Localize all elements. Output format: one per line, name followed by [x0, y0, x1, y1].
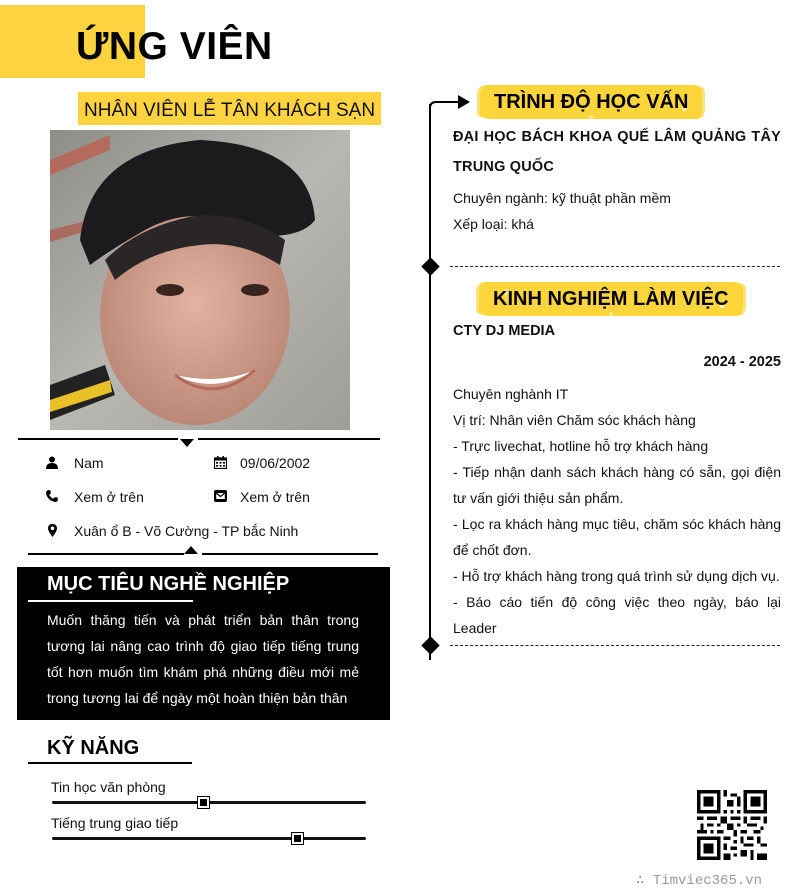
divider-line — [28, 553, 184, 555]
triangle-up-icon — [184, 546, 198, 554]
skills-heading: KỸ NĂNG — [47, 737, 140, 759]
education-grade: Xếp loại: khá — [453, 216, 534, 232]
skill-label: Tiếng trung giao tiếp — [51, 815, 179, 831]
skill-level-marker — [292, 833, 303, 844]
candidate-name: ỨNG VIÊN — [76, 25, 273, 68]
candidate-photo — [50, 130, 350, 430]
timeline-diamond-icon — [421, 636, 439, 654]
company-name: CTY DJ MEDIA — [453, 323, 556, 339]
phone-icon — [45, 489, 59, 503]
experience-line: - Trực livechat, hotline hỗ trợ khách hàng — [453, 438, 709, 454]
experience-description — [453, 381, 781, 641]
experience-line: - Tiếp nhận danh sách khách hàng có sẵn, gọi điện tư vấn giới thiệu sản phẩm. — [453, 464, 781, 506]
skills-underline — [28, 762, 192, 764]
experience-line: Vị trí: Nhân viên Chăm sóc khách hàng — [453, 412, 696, 428]
experience-heading: KINH NGHIỆM LÀM VIỆC — [479, 282, 743, 316]
birthday-value: 09/06/2002 — [240, 455, 311, 471]
calendar-icon — [213, 455, 227, 469]
user-icon — [45, 455, 59, 469]
dashed-divider — [450, 266, 780, 267]
map-marker-icon — [45, 523, 59, 537]
address-value: Xuân ổ B - Võ Cường - TP bắc Ninh — [74, 523, 299, 539]
objective-underline — [28, 600, 193, 602]
skill-level-marker — [198, 797, 209, 808]
watermark: ∴ Timviec365.vn — [636, 873, 763, 889]
portrait-image — [50, 130, 350, 430]
skill-label: Tin học văn phòng — [51, 779, 166, 795]
timeline-line — [429, 104, 431, 660]
timeline-diamond-icon — [421, 257, 439, 275]
divider-line — [198, 438, 380, 440]
experience-line: - Hỗ trợ khách hàng trong quá trình sử dụng dịch vụ. — [453, 568, 780, 584]
triangle-down-icon — [180, 439, 194, 447]
dashed-divider — [450, 645, 780, 646]
objective-heading: MỤC TIÊU NGHỀ NGHIỆP — [47, 573, 290, 595]
experience-line: Chuyên nghành IT — [453, 386, 569, 402]
gender-value: Nam — [74, 455, 104, 471]
school-name: ĐẠI HỌC BÁCH KHOA QUẾ LÂM QUẢNG TÂY TRUNG QUỐC — [453, 129, 781, 175]
experience-line: - Lọc ra khách hàng mục tiêu, chăm sóc khách hàng để chốt đơn. — [453, 516, 781, 558]
education-major: Chuyên ngành: kỹ thuật phần mềm — [453, 190, 671, 206]
phone-value[interactable]: Xem ở trên — [74, 489, 144, 505]
work-period: 2024 - 2025 — [703, 354, 781, 370]
divider-line — [202, 553, 378, 555]
objective-text: Muốn thăng tiến và phát triển bản thân trong tương lai nâng cao trình độ giao tiếp tiếng trung tốt hơn muốn tìm khám phá những điều mới mẻ trong tương lai để ngày một hoàn thiện bản thân — [47, 612, 359, 706]
email-value[interactable]: Xem ở trên — [240, 489, 310, 505]
experience-line: - Báo cáo tiến độ công việc theo ngày, báo lại Leader — [453, 594, 781, 636]
education-heading: TRÌNH ĐỘ HỌC VẤN — [480, 85, 702, 119]
divider-line — [18, 438, 178, 440]
skill-bar — [52, 801, 366, 804]
envelope-icon — [213, 489, 227, 503]
timeline-arrow-icon — [428, 94, 472, 116]
job-title: NHÂN VIÊN LỄ TÂN KHÁCH SẠN — [78, 92, 381, 125]
qr-code-icon[interactable] — [697, 790, 767, 860]
skill-bar — [52, 837, 366, 840]
